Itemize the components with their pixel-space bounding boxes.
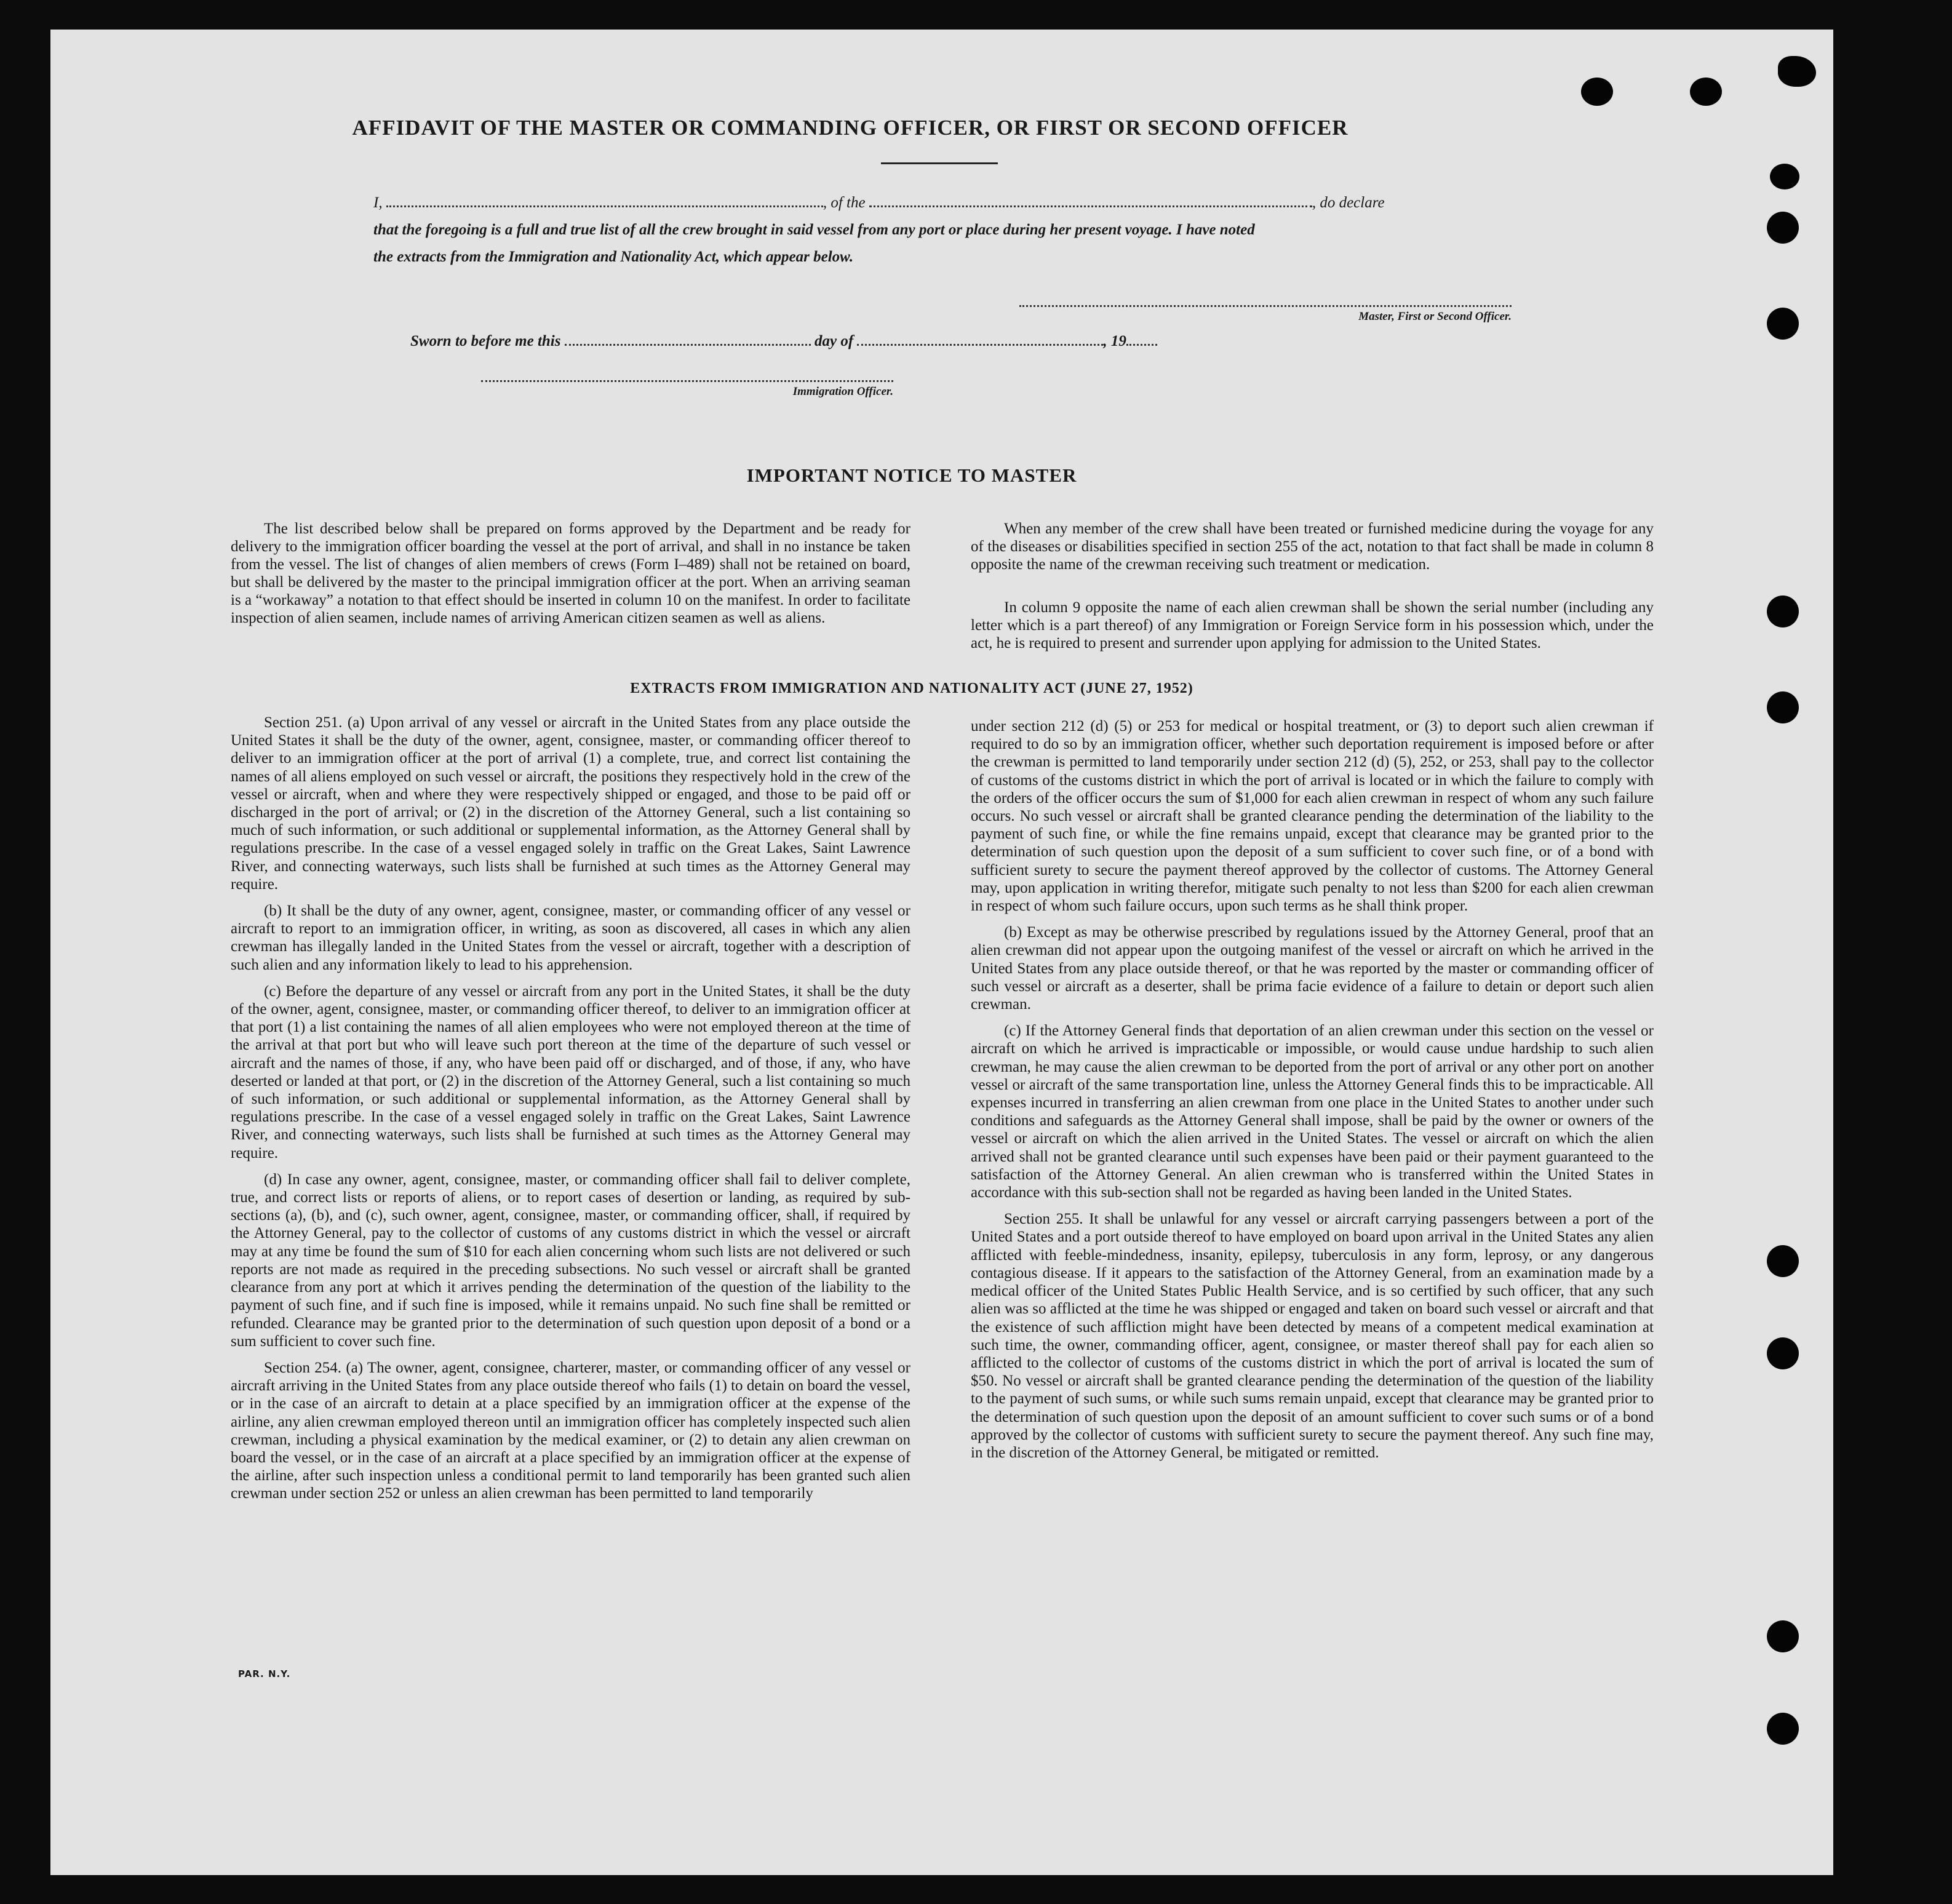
label-of-the: , of the xyxy=(823,194,866,211)
binder-hole xyxy=(1767,1713,1799,1745)
label-year: , 19 xyxy=(1103,333,1126,349)
binder-hole xyxy=(1767,308,1799,340)
binder-hole xyxy=(1778,56,1816,87)
binder-hole xyxy=(1767,595,1799,627)
officer-signature-line[interactable] xyxy=(481,380,893,382)
section-254-b: (b) Except as may be otherwise prescribed by regulations issued by the Attorney General, proof that an alien crewman did not appear upon the outgoing manifest of the vessel or aircraft on which he arrived in the United States from any place outside thereof, or that he was reported by the master or commanding officer of such vessel or aircraft as a deserter, shall be prima facie evidence of a failure to detain or deport such alien crewman. xyxy=(971,924,1654,1013)
affidavit-title: AFFIDAVIT OF THE MASTER OR COMMANDING OFFICER, OR FIRST OR SECOND OFFICER xyxy=(352,116,1348,140)
binder-hole xyxy=(1767,1337,1799,1369)
section-251-c: (c) Before the departure of any vessel or aircraft from any port in the United States, it shall be the duty of the owner, agent, consignee, master, or commanding officer thereof, to deliver to an immigration officer at that port (1) a list containing the names of all alien employees who were not employed thereon at the time of the arrival at that port but who will leave such port thereon at the time of the departure of such vessel or aircraft and the names of those, if any, who have been paid off or discharged, and of those, if any, who have deserted or landed at that port, or (2) in the discretion of the Attorney General, such a list containing so much of such information, or such additional or supplemental information, as the Attorney General shall by regulations prescribe. In the case of a vessel engaged solely in traffic on the Great Lakes, Saint Lawrence River, and connecting waterways, such lists shall be furnished at such times as the Attorney General may require. xyxy=(231,982,910,1161)
section-254-c: (c) If the Attorney General finds that deportation of an alien crewman under this section on the vessel or aircraft on which he arrived is impracticable or impossible, or would cause undue hardship to such alien crewman, he may cause the alien crewman to be deported from the port of arrival or any other port on another vessel or aircraft of the same transportation line, unless the Attorney General finds this to be impracticable. All expenses incurred in transferring an alien crewman from one place in the United States to another under such conditions and safeguards as the Attorney General shall impose, shall be paid by the owner or owners of the vessel or aircraft on which the alien arrived in the United States. The vessel or aircraft on which the alien arrived shall not be granted clearance until such expenses have been paid or their payment guaranteed to the satisfaction of the Attorney General. An alien crewman who is transferred within the United States in accordance with this sub-section shall not be regarded as having been landed in the United States. xyxy=(971,1022,1654,1201)
affidavit-declaration-line xyxy=(373,189,1573,217)
extracts-left-column xyxy=(231,714,910,1512)
section-254-a: Section 254. (a) The owner, agent, consignee, charterer, master, or commanding officer of any vessel or aircraft arriving in the United States from any place outside thereof who fails (1) to detain on board the vessel, or in the case of an aircraft to detain at a place specified by an immigration officer at the expense of the airline, any alien crewman employed thereon until an immigration officer has completely inspected such alien crewman, including a physical examination by the medical examiner, or (2) to detain any alien crewman on board the vessel, or in the case of an aircraft at a place specified by an immigration officer at the expense of the airline, after such inspection unless a conditional permit to land temporarily has been granted such alien crewman under section 252 or unless an alien crewman has been permitted to land temporarily xyxy=(231,1359,910,1502)
master-signature-line[interactable] xyxy=(1019,305,1512,307)
month-blank[interactable] xyxy=(857,344,1103,346)
extracts-right-column xyxy=(971,717,1654,1470)
affidavit-line-3: the extracts from the Immigration and Nationality Act, which appear below. xyxy=(373,249,854,265)
section-254-a-cont: under section 212 (d) (5) or 253 for medical or hospital treatment, or (3) to deport such alien crewman if required to do so by an immigration officer, whether such deportation requirement is imposed before or after the crewman is permitted to land temporarily under section 212 (d) (5), 252, or 253, shall pay to the collector of customs of the customs district in which the port of arrival is located or in which the failure to comply with the orders of the officer occurs the sum of $1,000 for each alien crewman in respect of whom any such failure occurs. No such vessel or aircraft shall be granted clearance pending the determination of the liability to the payment of such fine, or while the fine remains unpaid, except that clearance may be granted prior to the determination of such question upon the deposit of a sum sufficient to cover such fine, or of a bond with sufficient surety to secure the payment thereof approved by the collector of customs. The Attorney General may, upon application in writing therefor, mitigate such penalty to not less than $200 for each alien crewman in respect of whom such failure occurs, upon such terms as he shall think proper. xyxy=(971,718,1654,915)
sworn-line xyxy=(410,328,1272,355)
binder-hole xyxy=(1581,78,1613,106)
label-day-of: day of xyxy=(814,333,854,349)
binder-hole xyxy=(1770,164,1799,189)
binder-hole xyxy=(1767,691,1799,723)
title-rule xyxy=(881,162,998,164)
notice-right-paragraph-1: When any member of the crew shall have been treated or furnished medicine during the voyage for any of the diseases or disabilities specified in section 255 of the act, notation to that fact shall be made in column 8 opposite the name of the crewman receiving such treatment or medication. xyxy=(971,520,1654,573)
binder-hole xyxy=(1767,212,1799,244)
notice-left-paragraph: The list described below shall be prepared on forms approved by the Department and be ready for delivery to the immigration officer boarding the vessel at the port of arrival, and shall in no instance be taken from the vessel. The list of changes of alien members of crews (Form I–489) shall not be retained on board, but shall be delivered by the master to the principal immigration officer at the port. When an arriving seaman is a “workaway” a notation to that effect should be inserted in column 10 on the manifest. In order to facilitate inspection of alien seamen, include names of arriving American citizen seamen as well as aliens. xyxy=(231,520,910,626)
label-sworn: Sworn to before me this xyxy=(410,333,561,349)
printer-imprint: PAR. N.Y. xyxy=(238,1668,291,1679)
binder-hole xyxy=(1690,78,1722,106)
binder-hole xyxy=(1767,1620,1799,1652)
notice-title: IMPORTANT NOTICE TO MASTER xyxy=(746,464,1077,486)
name-blank[interactable] xyxy=(386,205,823,207)
section-251-a: Section 251. (a) Upon arrival of any vessel or aircraft in the United States from any place outside the United States it shall be the duty of the owner, agent, consignee, master, or commanding officer thereof to deliver to an immigration officer at the port of arrival (1) a complete, true, and correct list containing the names of all aliens employed on such vessel or aircraft, the positions they respectively hold in the crew of the vessel or aircraft, when and where they were respectively shipped or engaged, and those to be paid off or discharged in the port of arrival; or (2) in the discretion of the Attorney General, such a list containing so much of such information, or such additional or supplemental information, as the Attorney General shall by regulations prescribe. In the case of a vessel engaged solely in traffic on the Great Lakes, Saint Lawrence River, and connecting waterways, such lists shall be furnished at such times as the Attorney General may require. xyxy=(231,714,910,893)
day-blank[interactable] xyxy=(565,344,811,346)
label-do-declare: , do declare xyxy=(1312,194,1385,211)
affidavit-line-2: that the foregoing is a full and true list of all the crew brought in said vessel from any port or place during her present voyage. I have noted xyxy=(373,221,1255,238)
section-251-b: (b) It shall be the duty of any owner, agent, consignee, master, or commanding officer of any vessel or aircraft to report to an immigration officer, in writing, as soon as discovered, all cases in which any alien crewman has illegally landed in the United States from the vessel or aircraft, together with a description of such alien and any information likely to lead to his apprehension. xyxy=(231,902,910,973)
extracts-title: EXTRACTS FROM IMMIGRATION AND NATIONALITY ACT (JUNE 27, 1952) xyxy=(630,680,1193,696)
officer-label: Immigration Officer. xyxy=(792,385,893,398)
notice-right-paragraph-2: In column 9 opposite the name of each alien crewman shall be shown the serial number (including any letter which is a part thereof) of any Immigration or Foreign Service form in his possession which, under the act, he is required to present and surrender upon applying for admission to the United States. xyxy=(971,599,1654,651)
year-blank[interactable] xyxy=(1126,344,1157,346)
binder-hole xyxy=(1767,1245,1799,1277)
master-label: Master, First or Second Officer. xyxy=(1358,310,1512,323)
section-255: Section 255. It shall be unlawful for any vessel or aircraft carrying passengers between a port of the United States and a port outside thereof to have employed on board upon arrival in the United States any alien afflicted with feeble-mindedness, insanity, epilepsy, tuberculosis in any form, leprosy, or any dangerous contagious disease. If it appears to the satisfaction of the Attorney General, from an examination made by a medical officer of the United States Public Health Service, and is so certified by such officer, that any such alien was so afflicted at the time he was shipped or engaged and taken on board such vessel or aircraft and that the existence of such affliction might have been detected by means of a competent medical examination at such time, the owner, commanding officer, agent, consignee, or master thereof shall pay for each alien so afflicted to the collector of customs of the customs district in which the port of arrival is located the sum of $50. No vessel or aircraft shall be granted clearance pending the determination of the question of the liability to the payment of such sums, or while such sums remain unpaid, except that clearance may be granted prior to the determination of such question upon the deposit of an amount sufficient to cover such sums or of a bond approved by the collector of customs with sufficient surety to secure the payment thereof. Any such fine may, in the discretion of the Attorney General, be mitigated or remitted. xyxy=(971,1211,1654,1461)
label-i: I, xyxy=(373,194,383,211)
form-page xyxy=(50,30,1833,1875)
vessel-blank[interactable] xyxy=(869,205,1312,207)
section-251-d: (d) In case any owner, agent, consignee, master, or commanding officer shall fail to deliver complete, true, and correct lists or reports of aliens, or to report cases of desertion or landing, as required by sub-sections (a), (b), and (c), such owner, agent, consignee, master, or commanding officer, shall, if required by the Attorney General, pay to the collector of customs of any customs district in which the vessel or aircraft may at any time be found the sum of $10 for each alien concerning whom such lists are not delivered or such reports are not made as required in the preceding subsections. No such vessel or aircraft shall be granted clearance from any port at which it arrives pending the determination of the question of the liability to the payment of such fine, and if such fine is imposed, while it remains unpaid. No such fine shall be remitted or refunded. Clearance may be granted prior to the determination of such question upon deposit of a bond or a sum sufficient to cover such fine. xyxy=(231,1171,910,1350)
